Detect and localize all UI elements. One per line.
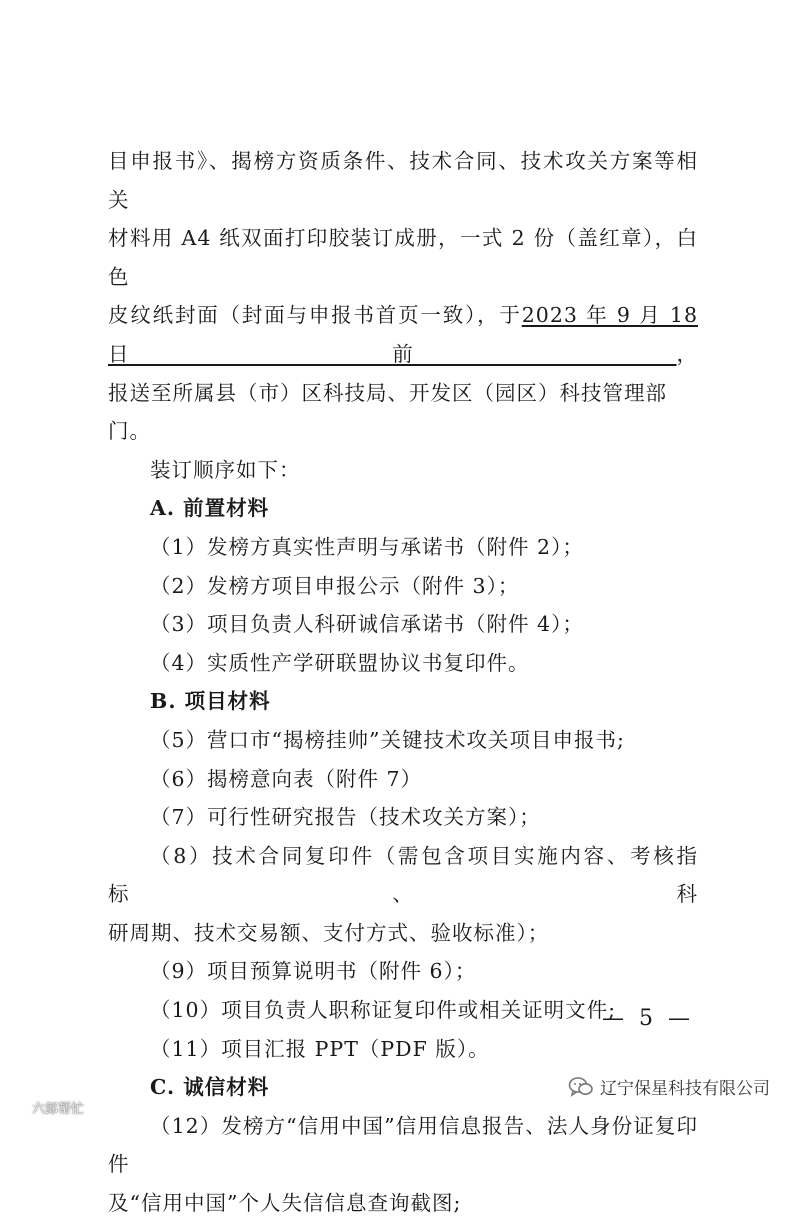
intro-line-3-text: 皮纹纸封面（封面与申报书首页一致），于 bbox=[108, 303, 522, 328]
intro-line-2: 材料用 A4 纸双面打印胶装订成册，一式 2 份（盖红章），白色 bbox=[108, 226, 698, 289]
list-item-8-line-2: 研周期、技术交易额、支付方式、验收标准）； bbox=[108, 920, 550, 945]
binding-order-title: 装订顺序如下： bbox=[150, 457, 301, 482]
list-item-2: （2）发榜方项目申报公示（附件 3）； bbox=[150, 573, 520, 598]
list-item-3: （3）项目负责人科研诚信承诺书（附件 4）； bbox=[150, 612, 584, 637]
list-item-1: （1）发榜方真实性声明与承诺书（附件 2）； bbox=[150, 534, 584, 559]
document-body bbox=[108, 142, 698, 1223]
bottom-watermark bbox=[6, 1098, 84, 1117]
list-item-9: （9）项目预算说明书（附件 6）； bbox=[150, 959, 477, 984]
section-b-heading: B. 项目材料 bbox=[150, 689, 271, 714]
intro-line-3 bbox=[108, 296, 698, 373]
list-item-11: （11）项目汇报 PPT（PDF 版）。 bbox=[150, 1036, 490, 1061]
section-c-heading: C. 诚信材料 bbox=[150, 1075, 270, 1100]
intro-line-3-end: ， bbox=[676, 341, 698, 366]
account-name: 辽宁保星科技有限公司 bbox=[600, 1079, 770, 1099]
list-item-12-line-2: 及“信用中国”个人失信信息查询截图; bbox=[108, 1191, 462, 1216]
section-a-heading: A. 前置材料 bbox=[150, 496, 270, 521]
list-item-4: （4）实质性产学研联盟协议书复印件。 bbox=[150, 650, 530, 675]
list-item-8-line-1: （8）技术合同复印件（需包含项目实施内容、考核指标、科 bbox=[108, 843, 698, 907]
watermark-text: 六郎帮忙 bbox=[32, 1102, 85, 1117]
account-watermark bbox=[568, 1074, 770, 1099]
cc-icon bbox=[6, 1100, 28, 1116]
page-number: — 5 — bbox=[602, 1006, 694, 1031]
list-item-12-line-1: （12）发榜方“信用中国”信用信息报告、法人身份证复印件 bbox=[108, 1113, 698, 1177]
intro-line-4: 报送至所属县（市）区科技局、开发区（园区）科技管理部门。 bbox=[108, 380, 667, 444]
list-item-5: （5）营口市“揭榜挂帅”关键技术攻关项目申报书; bbox=[150, 727, 625, 752]
list-item-6: （6）揭榜意向表（附件 7） bbox=[150, 766, 423, 791]
deadline-date: 2023 年 9 月 18 日前 bbox=[108, 303, 698, 366]
list-item-10: （10）项目负责人职称证复印件或相关证明文件; bbox=[150, 998, 616, 1023]
list-item-7: （7）可行性研究报告（技术攻关方案）； bbox=[150, 805, 541, 830]
wechat-icon bbox=[568, 1076, 594, 1098]
intro-line-1: 目申报书》、揭榜方资质条件、技术合同、技术攻关方案等相关 bbox=[108, 149, 698, 212]
